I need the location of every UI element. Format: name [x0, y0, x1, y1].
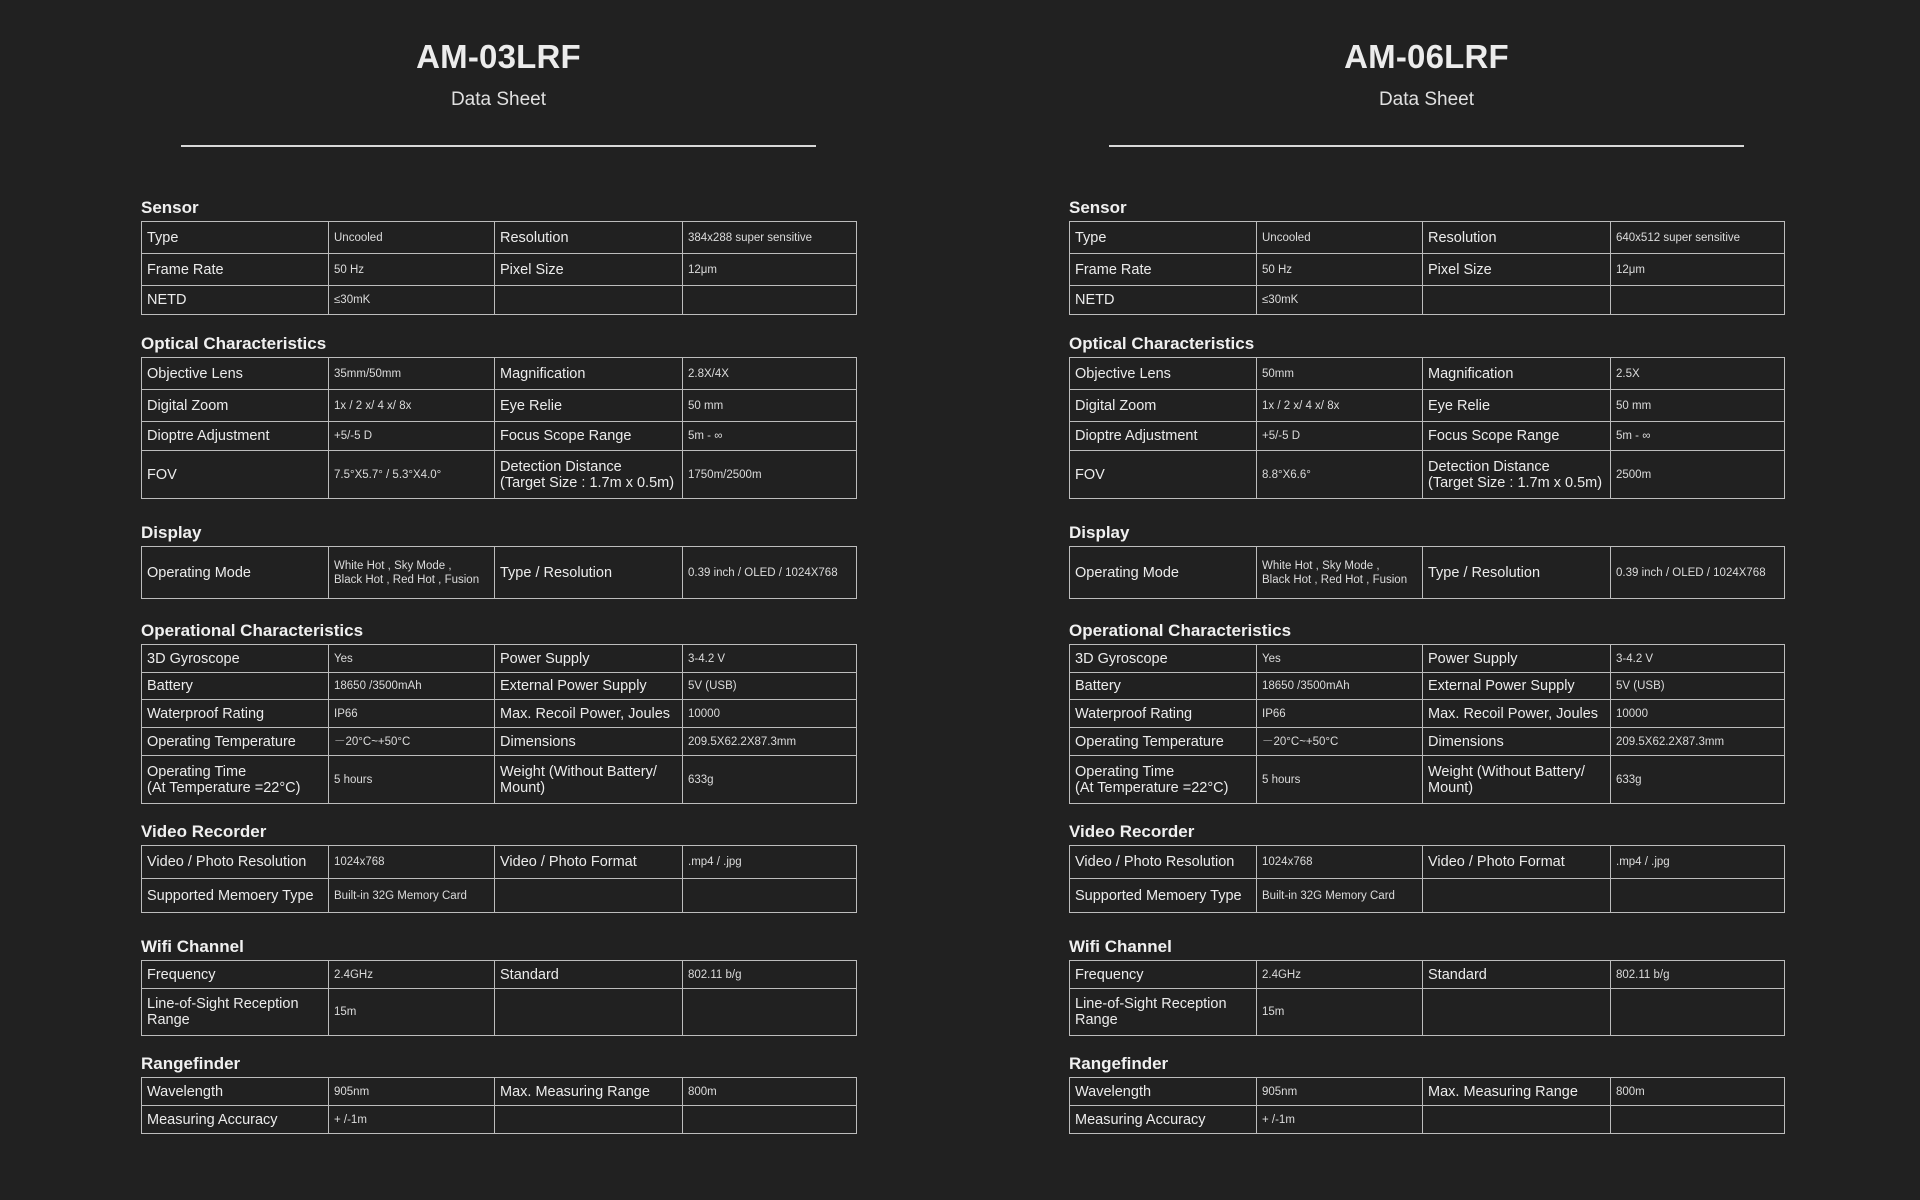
table-row	[142, 1078, 857, 1106]
spec-label	[495, 989, 683, 1036]
spec-label: Type	[1070, 222, 1257, 254]
section-title: Operational Characteristics	[141, 621, 364, 640]
spec-label: Dioptre Adjustment	[1070, 422, 1257, 451]
spec-label: Operating Time (At Temperature =22°C)	[142, 756, 329, 804]
table-row	[1070, 547, 1785, 599]
spec-table	[141, 221, 857, 315]
spec-label: Type / Resolution	[1423, 547, 1611, 599]
spec-label	[495, 286, 683, 315]
spec-value: 10000	[1611, 700, 1785, 728]
section-sensor	[141, 198, 856, 315]
spec-value: White Hot , Sky Mode , Black Hot , Red Hot , Fusion	[329, 547, 495, 599]
spec-value: 5m - ∞	[683, 422, 857, 451]
spec-table	[1069, 845, 1785, 913]
section-display	[1069, 523, 1784, 599]
spec-value: 2500m	[1611, 451, 1785, 499]
table-row	[1070, 673, 1785, 700]
table-row	[142, 286, 857, 315]
spec-label: NETD	[1070, 286, 1257, 315]
section-title: Display	[141, 523, 202, 542]
spec-value: 800m	[683, 1078, 857, 1106]
spec-value: 2.8X/4X	[683, 358, 857, 390]
spec-value: 209.5X62.2X87.3mm	[1611, 728, 1785, 756]
spec-label: Frame Rate	[142, 254, 329, 286]
spec-value: Uncooled	[329, 222, 495, 254]
spec-label: FOV	[1070, 451, 1257, 499]
section-video-recorder	[1069, 822, 1784, 913]
spec-value: 640x512 super sensitive	[1611, 222, 1785, 254]
spec-label: Resolution	[1423, 222, 1611, 254]
spec-value: IP66	[329, 700, 495, 728]
spec-value: ≤30mK	[1257, 286, 1423, 315]
spec-value: White Hot , Sky Mode , Black Hot , Red Hot , Fusion	[1257, 547, 1423, 599]
table-row	[142, 358, 857, 390]
spec-table	[1069, 221, 1785, 315]
spec-label: Video / Photo Resolution	[142, 846, 329, 879]
section-display	[141, 523, 856, 599]
section-optical-characteristics	[1069, 334, 1784, 499]
spec-value: 50 mm	[1611, 390, 1785, 422]
spec-value: 18650 /3500mAh	[329, 673, 495, 700]
spec-value	[683, 286, 857, 315]
section-title: Video Recorder	[1069, 822, 1195, 841]
spec-label: Weight (Without Battery/ Mount)	[495, 756, 683, 804]
spec-label: Standard	[1423, 961, 1611, 989]
section-sensor	[1069, 198, 1784, 315]
spec-value: ≤30mK	[329, 286, 495, 315]
spec-value: 5 hours	[329, 756, 495, 804]
spec-value: 18650 /3500mAh	[1257, 673, 1423, 700]
spec-label: Type	[142, 222, 329, 254]
section-title: Video Recorder	[141, 822, 267, 841]
section-operational-characteristics	[141, 621, 856, 804]
spec-label: Pixel Size	[495, 254, 683, 286]
spec-value: 35mm/50mm	[329, 358, 495, 390]
spec-label: Power Supply	[1423, 645, 1611, 673]
spec-table	[141, 960, 857, 1036]
table-row	[142, 989, 857, 1036]
spec-label: External Power Supply	[495, 673, 683, 700]
spec-label: Operating Mode	[142, 547, 329, 599]
spec-table	[1069, 644, 1785, 804]
spec-label	[1423, 879, 1611, 913]
spec-label: Eye Relie	[495, 390, 683, 422]
sheet-header	[1069, 0, 1784, 148]
table-row	[1070, 846, 1785, 879]
spec-value: 800m	[1611, 1078, 1785, 1106]
sheet-subtitle: Data Sheet	[450, 89, 547, 110]
table-row	[1070, 756, 1785, 804]
table-row	[1070, 1106, 1785, 1134]
spec-label: Measuring Accuracy	[142, 1106, 329, 1134]
spec-value: 5m - ∞	[1611, 422, 1785, 451]
spec-label: Frequency	[142, 961, 329, 989]
table-row	[142, 756, 857, 804]
table-row	[142, 422, 857, 451]
spec-table	[1069, 960, 1785, 1036]
section-optical-characteristics	[141, 334, 856, 499]
spec-value: 50 Hz	[1257, 254, 1423, 286]
table-row	[142, 451, 857, 499]
spec-label: Dimensions	[495, 728, 683, 756]
spec-label: Weight (Without Battery/ Mount)	[1423, 756, 1611, 804]
spec-label: Standard	[495, 961, 683, 989]
spec-value: 8.8°X6.6°	[1257, 451, 1423, 499]
spec-value: 1x / 2 x/ 4 x/ 8x	[1257, 390, 1423, 422]
table-row	[1070, 390, 1785, 422]
header-divider	[181, 145, 816, 147]
table-row	[1070, 989, 1785, 1036]
table-row	[142, 846, 857, 879]
spec-label: Digital Zoom	[142, 390, 329, 422]
spec-table	[1069, 546, 1785, 599]
spec-value: 0.39 inch / OLED / 1024X768	[1611, 547, 1785, 599]
spec-value: IP66	[1257, 700, 1423, 728]
spec-label: Waterproof Rating	[142, 700, 329, 728]
table-row	[1070, 728, 1785, 756]
spec-value: Built-in 32G Memory Card	[1257, 879, 1423, 913]
section-title: Rangefinder	[141, 1054, 241, 1073]
section-rangefinder	[1069, 1054, 1784, 1134]
table-row	[142, 1106, 857, 1134]
section-title: Operational Characteristics	[1069, 621, 1292, 640]
table-row	[1070, 1078, 1785, 1106]
spec-label: Operating Temperature	[1070, 728, 1257, 756]
spec-value: + /-1m	[1257, 1106, 1423, 1134]
table-row	[1070, 222, 1785, 254]
spec-label: Operating Time (At Temperature =22°C)	[1070, 756, 1257, 804]
spec-value: .mp4 / .jpg	[683, 846, 857, 879]
spec-value: 1750m/2500m	[683, 451, 857, 499]
table-row	[1070, 451, 1785, 499]
spec-label: Video / Photo Format	[495, 846, 683, 879]
spec-value: 50 Hz	[329, 254, 495, 286]
header-divider	[1109, 145, 1744, 147]
spec-label: Max. Recoil Power, Joules	[495, 700, 683, 728]
spec-value: 2.4GHz	[1257, 961, 1423, 989]
spec-label: Battery	[142, 673, 329, 700]
spec-label: Pixel Size	[1423, 254, 1611, 286]
section-title: Optical Characteristics	[1069, 334, 1255, 353]
spec-label: Detection Distance (Target Size : 1.7m x 0.5m)	[1423, 451, 1611, 499]
table-row	[142, 547, 857, 599]
spec-value: 5V (USB)	[1611, 673, 1785, 700]
spec-value: Built-in 32G Memory Card	[329, 879, 495, 913]
spec-label: Focus Scope Range	[495, 422, 683, 451]
spec-label: Max. Measuring Range	[1423, 1078, 1611, 1106]
spec-table	[141, 546, 857, 599]
spec-value: 7.5°X5.7° / 5.3°X4.0°	[329, 451, 495, 499]
spec-table	[141, 845, 857, 913]
spec-value: －20°C~+50°C	[329, 728, 495, 756]
spec-value	[683, 989, 857, 1036]
spec-label: Detection Distance (Target Size : 1.7m x 0.5m)	[495, 451, 683, 499]
spec-label: Dioptre Adjustment	[142, 422, 329, 451]
spec-label: Wavelength	[142, 1078, 329, 1106]
spec-label: Eye Relie	[1423, 390, 1611, 422]
spec-value: 384x288 super sensitive	[683, 222, 857, 254]
section-wifi-channel	[1069, 937, 1784, 1036]
spec-value	[683, 879, 857, 913]
spec-label: Magnification	[495, 358, 683, 390]
spec-value: 2.4GHz	[329, 961, 495, 989]
spec-table	[1069, 357, 1785, 499]
data-sheet-2	[1069, 0, 1784, 1128]
spec-value: －20°C~+50°C	[1257, 728, 1423, 756]
table-row	[1070, 358, 1785, 390]
table-row	[1070, 422, 1785, 451]
data-sheet-1	[141, 0, 856, 1128]
spec-value	[1611, 286, 1785, 315]
spec-value: 15m	[329, 989, 495, 1036]
section-title: Sensor	[1069, 198, 1127, 217]
section-video-recorder	[141, 822, 856, 913]
spec-label	[1423, 1106, 1611, 1134]
spec-label: Supported Memoery Type	[142, 879, 329, 913]
spec-label: 3D Gyroscope	[1070, 645, 1257, 673]
section-title: Display	[1069, 523, 1130, 542]
section-title: Optical Characteristics	[141, 334, 327, 353]
spec-table	[1069, 1077, 1785, 1134]
section-title: Rangefinder	[1069, 1054, 1169, 1073]
section-operational-characteristics	[1069, 621, 1784, 804]
spec-label: NETD	[142, 286, 329, 315]
spec-table	[141, 1077, 857, 1134]
spec-value: 3-4.2 V	[1611, 645, 1785, 673]
spec-value: +5/-5 D	[329, 422, 495, 451]
spec-label: Frame Rate	[1070, 254, 1257, 286]
spec-value: 802.11 b/g	[1611, 961, 1785, 989]
spec-value: 1x / 2 x/ 4 x/ 8x	[329, 390, 495, 422]
spec-value	[683, 1106, 857, 1134]
spec-value: 1024x768	[1257, 846, 1423, 879]
spec-label: Max. Measuring Range	[495, 1078, 683, 1106]
table-row	[1070, 286, 1785, 315]
spec-value	[1611, 1106, 1785, 1134]
spec-label: FOV	[142, 451, 329, 499]
spec-value: 15m	[1257, 989, 1423, 1036]
spec-value: 10000	[683, 700, 857, 728]
spec-label: Battery	[1070, 673, 1257, 700]
section-wifi-channel	[141, 937, 856, 1036]
section-title: Wifi Channel	[141, 937, 244, 956]
spec-label: Type / Resolution	[495, 547, 683, 599]
section-rangefinder	[141, 1054, 856, 1134]
spec-label: Video / Photo Resolution	[1070, 846, 1257, 879]
spec-value	[1611, 989, 1785, 1036]
spec-label	[1423, 989, 1611, 1036]
spec-value: Yes	[329, 645, 495, 673]
spec-label: Waterproof Rating	[1070, 700, 1257, 728]
spec-label: Operating Mode	[1070, 547, 1257, 599]
spec-label: Dimensions	[1423, 728, 1611, 756]
spec-table	[141, 644, 857, 804]
table-row	[142, 254, 857, 286]
spec-label: Power Supply	[495, 645, 683, 673]
spec-label: External Power Supply	[1423, 673, 1611, 700]
model-title: AM-06LRF	[1344, 38, 1509, 75]
spec-label: Video / Photo Format	[1423, 846, 1611, 879]
section-title: Sensor	[141, 198, 199, 217]
table-row	[1070, 645, 1785, 673]
spec-value: .mp4 / .jpg	[1611, 846, 1785, 879]
spec-label	[495, 1106, 683, 1134]
table-row	[1070, 961, 1785, 989]
spec-label: Max. Recoil Power, Joules	[1423, 700, 1611, 728]
spec-label: Line-of-Sight Reception Range	[1070, 989, 1257, 1036]
sheet-header	[141, 0, 856, 148]
spec-value: 12μm	[683, 254, 857, 286]
table-row	[1070, 700, 1785, 728]
spec-label: Operating Temperature	[142, 728, 329, 756]
spec-value: 209.5X62.2X87.3mm	[683, 728, 857, 756]
spec-value: 905nm	[329, 1078, 495, 1106]
spec-table	[141, 357, 857, 499]
table-row	[1070, 879, 1785, 913]
spec-label: Line-of-Sight Reception Range	[142, 989, 329, 1036]
table-row	[142, 222, 857, 254]
spec-label	[1423, 286, 1611, 315]
spec-value: 2.5X	[1611, 358, 1785, 390]
model-title: AM-03LRF	[416, 38, 581, 75]
spec-value: 12μm	[1611, 254, 1785, 286]
spec-value: +5/-5 D	[1257, 422, 1423, 451]
spec-label: Focus Scope Range	[1423, 422, 1611, 451]
spec-value: Uncooled	[1257, 222, 1423, 254]
spec-value: 1024x768	[329, 846, 495, 879]
section-title: Wifi Channel	[1069, 937, 1172, 956]
spec-label: Wavelength	[1070, 1078, 1257, 1106]
spec-value: + /-1m	[329, 1106, 495, 1134]
spec-value: 0.39 inch / OLED / 1024X768	[683, 547, 857, 599]
spec-value: Yes	[1257, 645, 1423, 673]
spec-value: 633g	[1611, 756, 1785, 804]
table-row	[142, 961, 857, 989]
spec-label: Objective Lens	[1070, 358, 1257, 390]
spec-label: Digital Zoom	[1070, 390, 1257, 422]
table-row	[142, 390, 857, 422]
spec-label: Measuring Accuracy	[1070, 1106, 1257, 1134]
spec-label: 3D Gyroscope	[142, 645, 329, 673]
spec-label: Magnification	[1423, 358, 1611, 390]
spec-value: 3-4.2 V	[683, 645, 857, 673]
spec-label: Supported Memoery Type	[1070, 879, 1257, 913]
table-row	[142, 728, 857, 756]
table-row	[142, 645, 857, 673]
spec-value: 50mm	[1257, 358, 1423, 390]
spec-value: 802.11 b/g	[683, 961, 857, 989]
spec-value: 5 hours	[1257, 756, 1423, 804]
spec-label: Resolution	[495, 222, 683, 254]
spec-value: 50 mm	[683, 390, 857, 422]
spec-value: 5V (USB)	[683, 673, 857, 700]
table-row	[142, 700, 857, 728]
sheet-subtitle: Data Sheet	[1378, 89, 1475, 110]
spec-value	[1611, 879, 1785, 913]
spec-label: Objective Lens	[142, 358, 329, 390]
table-row	[1070, 254, 1785, 286]
spec-value: 905nm	[1257, 1078, 1423, 1106]
spec-label	[495, 879, 683, 913]
table-row	[142, 879, 857, 913]
table-row	[142, 673, 857, 700]
spec-label: Frequency	[1070, 961, 1257, 989]
spec-value: 633g	[683, 756, 857, 804]
